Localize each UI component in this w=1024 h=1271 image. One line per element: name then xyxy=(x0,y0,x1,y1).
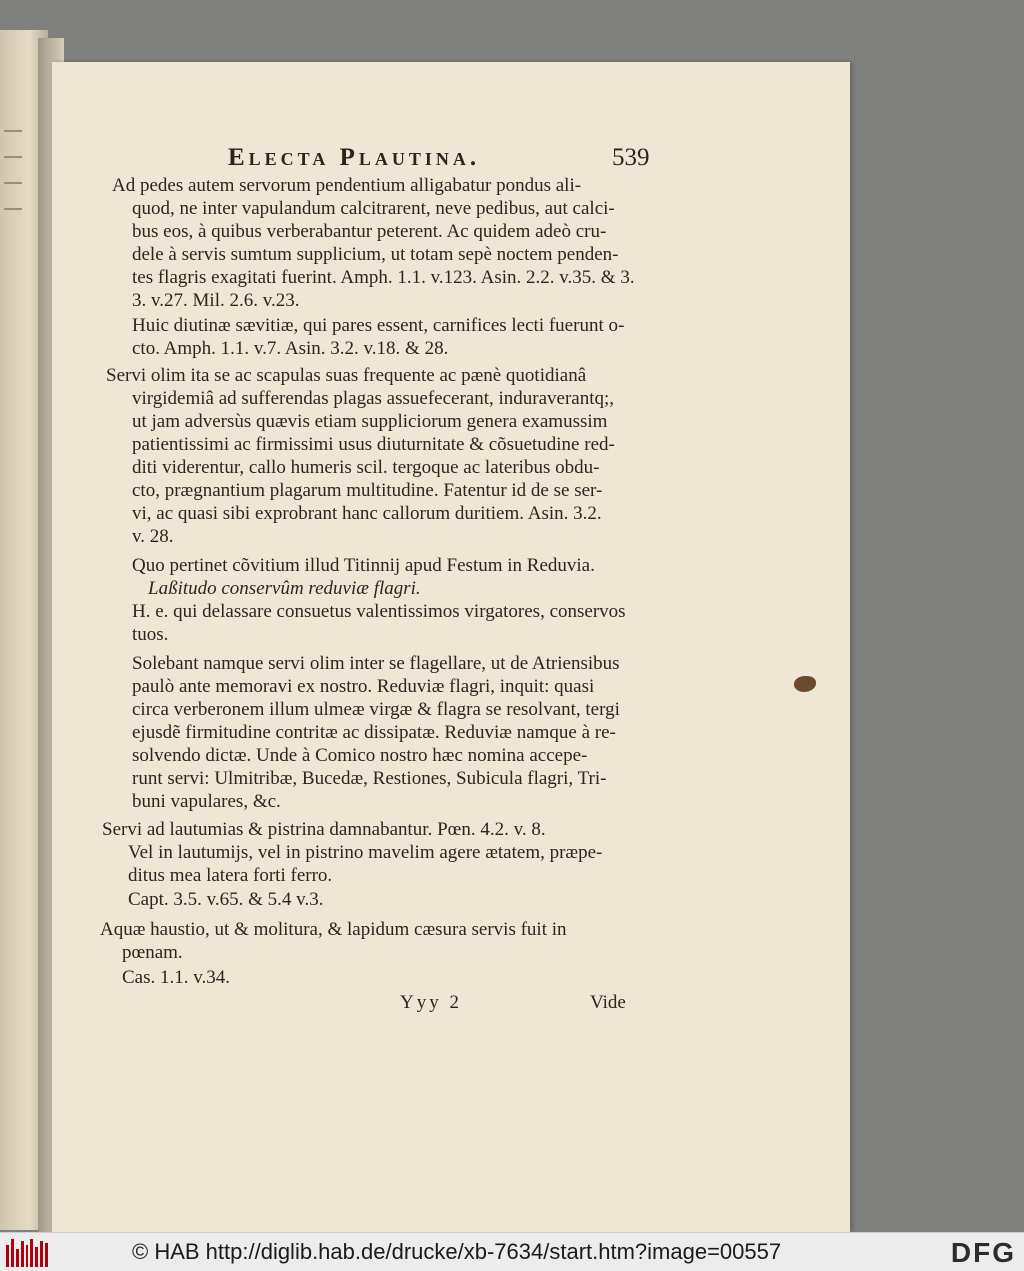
text-line: Aquæ haustio, ut & molitura, & lapidum cæsura servis fuit in xyxy=(100,919,567,940)
text-line: dele à servis sumtum supplicium, ut totam sepè noctem penden- xyxy=(132,244,619,265)
dfg-logo[interactable]: DFG xyxy=(950,1237,1016,1268)
signature-mark: Yyy 2 xyxy=(400,992,462,1013)
text-line: cto. Amph. 1.1. v.7. Asin. 3.2. v.18. & 28. xyxy=(132,338,449,359)
text-line: ut jam adversùs quævis etiam suppliciorum genera examussim xyxy=(132,411,608,432)
text-line: patientissimi ac firmissimi usus diuturnitate & cõsuetudine red- xyxy=(132,434,615,455)
text-line: Capt. 3.5. v.65. & 5.4 v.3. xyxy=(128,889,324,910)
text-line: circa verberonem illum ulmeæ virgæ & flagra se resolvant, tergi xyxy=(132,699,620,720)
hab-barcode-logo-icon[interactable] xyxy=(6,1237,48,1267)
text-line: tuos. xyxy=(132,624,169,645)
text-line: buni vapulares, &c. xyxy=(132,791,281,812)
text-line: Quo pertinet cõvitium illud Titinnij apud Festum in Reduvia. xyxy=(132,555,595,576)
footer-bar xyxy=(0,1232,1024,1271)
text-line: ejusdẽ firmitudine contritæ ac dissipatæ. Reduviæ namque à re- xyxy=(132,722,616,743)
text-line: Laßitudo conservûm reduviæ flagri. xyxy=(148,578,421,599)
running-head: Electa Plautina. xyxy=(228,144,481,171)
text-line: v. 28. xyxy=(132,526,174,547)
text-line: ditus mea latera forti ferro. xyxy=(128,865,333,886)
text-line: Solebant namque servi olim inter se flagellare, ut de Atriensibus xyxy=(132,653,620,674)
text-line: vi, ac quasi sibi exprobrant hanc callorum duritiem. Asin. 3.2. xyxy=(132,503,602,524)
text-line: bus eos, à quibus verberabantur peterent. Ac quidem adeò cru- xyxy=(132,221,607,242)
text-line: quod, ne inter vapulandum calcitrarent, neve pedibus, aut calci- xyxy=(132,198,615,219)
text-line: Vel in lautumijs, vel in pistrino mavelim agere ætatem, præpe- xyxy=(128,842,603,863)
text-line: pœnam. xyxy=(122,942,183,963)
text-line: runt servi: Ulmitribæ, Bucedæ, Restiones, Subicula flagri, Tri- xyxy=(132,768,607,789)
catchword: Vide xyxy=(590,992,626,1013)
book-page xyxy=(52,62,850,1232)
text-line: Servi olim ita se ac scapulas suas frequente ac pænè quotidianâ xyxy=(106,365,587,386)
text-line: paulò ante memoravi ex nostro. Reduviæ flagri, inquit: quasi xyxy=(132,676,595,697)
text-line: virgidemiâ ad sufferendas plagas assuefecerant, induraverantq;, xyxy=(132,388,615,409)
text-line: Ad pedes autem servorum pendentium alligabatur pondus ali- xyxy=(112,175,582,196)
text-line: tes flagris exagitati fuerint. Amph. 1.1. v.123. Asin. 2.2. v.35. & 3. xyxy=(132,267,635,288)
text-line: Servi ad lautumias & pistrina damnabantur. Pœn. 4.2. v. 8. xyxy=(102,819,546,840)
text-line: 3. v.27. Mil. 2.6. v.23. xyxy=(132,290,300,311)
text-line: Cas. 1.1. v.34. xyxy=(122,967,231,988)
text-line: cto, prægnantium plagarum multitudine. Fatentur id de se ser- xyxy=(132,480,603,501)
ink-stain xyxy=(794,676,816,692)
page-number: 539 xyxy=(612,144,650,171)
text-line: Huic diutinæ sævitiæ, qui pares essent, carnifices lecti fuerunt o- xyxy=(132,315,625,336)
copyright-url-text[interactable]: © HAB http://diglib.hab.de/drucke/xb-7634/start.htm?image=00557 xyxy=(132,1239,782,1264)
text-line: diti viderentur, callo humeris scil. tergoque ac lateribus obdu- xyxy=(132,457,600,478)
text-line: solvendo dictæ. Unde à Comico nostro hæc nomina accepe- xyxy=(132,745,588,766)
text-line: H. e. qui delassare consuetus valentissimos virgatores, conservos xyxy=(132,601,626,622)
